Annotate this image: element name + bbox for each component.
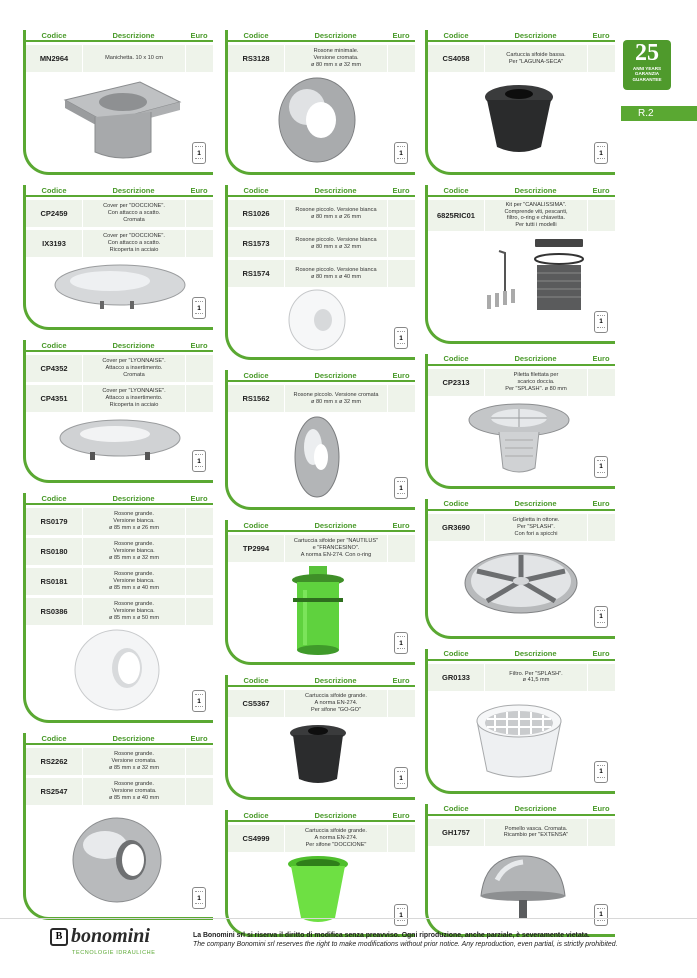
price-cell[interactable] — [387, 200, 415, 227]
product-image — [228, 562, 415, 662]
product-code: IX3193 — [42, 239, 66, 248]
quantity-box[interactable]: 1 — [192, 142, 206, 164]
product-image — [26, 625, 213, 720]
product-code: CS4999 — [242, 834, 270, 843]
product-code: TP2994 — [242, 544, 270, 553]
product-card-6825ric01 — [425, 185, 615, 344]
card-header: Codice Descrizione Euro — [228, 675, 415, 687]
price-cell[interactable] — [587, 819, 615, 846]
product-code: 6825RIC01 — [437, 210, 475, 220]
product-image — [26, 412, 213, 480]
quantity-box[interactable]: 1 — [594, 761, 608, 783]
product-card-cs4058 — [425, 30, 615, 175]
product-code: RS3128 — [242, 54, 270, 63]
product-description: Rosone minimale. Versione cromata. ø 80 mm x ø 32 mm — [284, 45, 387, 72]
table-row — [26, 200, 213, 227]
table-row — [428, 514, 615, 541]
product-image — [228, 287, 415, 357]
grid-disc-icon — [447, 541, 597, 631]
quantity-box[interactable]: 1 — [394, 632, 408, 654]
product-description: Rosone piccolo. Versione cromata ø 80 mm x ø 32 mm — [284, 385, 387, 412]
quantity-box[interactable]: 1 — [394, 904, 408, 926]
product-description: Rosone grande. Versione bianca. ø 85 mm x ø 32 mm — [82, 538, 185, 565]
product-code: RS0179 — [40, 517, 68, 526]
price-cell[interactable] — [387, 535, 415, 562]
product-description: Cover per "DOCCIONE". Con attacco a scatto. Cromata — [82, 200, 185, 227]
table-row — [428, 819, 615, 846]
column-3 — [425, 30, 615, 947]
footer-disclaimer — [193, 932, 673, 950]
product-description: Kit per "CANALISSIMA". Comprende viti, pescanti, filtro, o-ring e chiavetta. Per tutti i modelli — [484, 200, 587, 231]
quantity-box[interactable]: 1 — [394, 477, 408, 499]
product-image — [428, 846, 615, 934]
strainer-icon — [447, 396, 597, 482]
product-code: RS1562 — [242, 394, 270, 403]
product-code: CP2459 — [40, 209, 68, 218]
warranty-years: 25 — [635, 40, 659, 66]
product-code: CP4351 — [40, 394, 68, 403]
table-row — [26, 748, 213, 775]
product-description: Rosone grande. Versione cromata. ø 85 mm x ø 40 mm — [82, 778, 185, 805]
product-code: RS2262 — [40, 757, 68, 766]
price-cell[interactable] — [387, 825, 415, 852]
product-image — [26, 257, 213, 327]
table-row — [228, 535, 415, 562]
table-row — [26, 385, 213, 412]
disclaimer-english: The company Bonomini srl reserves the right to make modifications without prior notice. Any reproduction, even partial, is strictly prohibited. — [193, 940, 618, 948]
quantity-box[interactable]: 1 — [192, 297, 206, 319]
product-code: CS4058 — [442, 54, 470, 63]
product-code: CP4352 — [40, 364, 68, 373]
product-card-rs3128 — [225, 30, 415, 175]
square-flange-sleeve-icon — [45, 72, 195, 167]
disclaimer-italian: La Bonomini srl si riserva il diritto di modifica senza preavviso. Ogni riproduzione, anche parziale, è severamente vietata. — [193, 932, 590, 939]
table-row — [26, 598, 213, 625]
quantity-box[interactable]: 1 — [192, 450, 206, 472]
table-row — [26, 355, 213, 382]
black-cartridge-icon — [247, 717, 397, 793]
product-description: Piletta filettata per scarico doccia. Per "SPLASH". ø 80 mm — [484, 369, 587, 396]
product-description: Rosone grande. Versione bianca. ø 85 mm x ø 40 mm — [82, 568, 185, 595]
brand-logo — [50, 925, 166, 965]
product-code: RS1573 — [242, 239, 270, 248]
product-description: Rosone grande. Versione bianca. ø 85 mm x ø 26 mm — [82, 508, 185, 535]
chrome-ring-icon — [247, 72, 397, 167]
quantity-box[interactable]: 1 — [594, 142, 608, 164]
round-cover-icon — [45, 412, 195, 470]
card-header: Codice Descrizione Euro — [428, 354, 615, 366]
price-cell[interactable] — [387, 690, 415, 717]
price-cell[interactable] — [387, 260, 415, 287]
column-1 — [23, 30, 213, 930]
price-cell[interactable] — [185, 200, 213, 227]
table-row — [26, 230, 213, 257]
card-header: Codice Descrizione Euro — [26, 493, 213, 505]
price-cell[interactable] — [387, 45, 415, 72]
product-card-cs5367 — [225, 675, 415, 800]
quantity-box[interactable]: 1 — [192, 690, 206, 712]
price-cell[interactable] — [587, 45, 615, 72]
product-code: RS0386 — [40, 607, 68, 616]
column-2 — [225, 30, 415, 947]
product-code: RS2547 — [40, 787, 68, 796]
price-cell[interactable] — [185, 568, 213, 595]
round-cover-icon — [45, 257, 195, 317]
card-header: Codice Descrizione Euro — [428, 804, 615, 816]
quantity-box[interactable]: 1 — [394, 767, 408, 789]
card-header: Codice Descrizione Euro — [228, 185, 415, 197]
quantity-box[interactable]: 1 — [594, 606, 608, 628]
card-header: Codice Descrizione Euro — [26, 340, 213, 352]
card-header: Codice Descrizione Euro — [228, 30, 415, 42]
product-description: Rosone grande. Versione bianca. ø 85 mm x ø 50 mm — [82, 598, 185, 625]
quantity-box[interactable]: 1 — [394, 327, 408, 349]
price-cell[interactable] — [185, 778, 213, 805]
product-image — [228, 412, 415, 507]
table-row — [26, 508, 213, 535]
chrome-ring-tilted-icon — [247, 412, 397, 502]
price-cell[interactable] — [387, 385, 415, 412]
card-header: Codice Descrizione Euro — [228, 810, 415, 822]
price-cell[interactable] — [185, 355, 213, 382]
product-description: Filtro. Per "SPLASH". ø 41,5 mm — [484, 664, 587, 691]
table-row — [228, 260, 415, 287]
product-code: RS0181 — [40, 577, 68, 586]
price-cell[interactable] — [587, 514, 615, 541]
table-row — [228, 230, 415, 257]
product-card-cp2313 — [425, 354, 615, 489]
card-header: Codice Descrizione Euro — [26, 185, 213, 197]
price-cell[interactable] — [185, 748, 213, 775]
product-code: RS0180 — [40, 547, 68, 556]
quantity-box[interactable]: 1 — [394, 142, 408, 164]
product-description: Cartuccia sifoide per "NAUTILUS" e "FRANCESINO". A norma EN-274. Con o-ring — [284, 535, 387, 562]
white-ring-icon — [247, 287, 397, 353]
product-description: Cartuccia sifoide grande. A norma EN-274. Per sifone "GO-GO" — [284, 690, 387, 717]
quantity-box[interactable]: 1 — [594, 311, 608, 333]
footer-divider — [0, 918, 697, 919]
logo-mark-icon: B — [50, 928, 68, 946]
table-row — [428, 664, 615, 691]
product-card-rs0179 — [23, 493, 213, 723]
product-description: Rosone grande. Versione cromata. ø 85 mm x ø 32 mm — [82, 748, 185, 775]
card-header: Codice Descrizione Euro — [26, 30, 213, 42]
product-code: RS1574 — [242, 269, 270, 278]
quantity-box[interactable]: 1 — [594, 904, 608, 926]
card-header: Codice Descrizione Euro — [428, 30, 615, 42]
price-cell[interactable] — [185, 538, 213, 565]
table-row — [428, 369, 615, 396]
product-card-rs1562 — [225, 370, 415, 510]
price-cell[interactable] — [185, 230, 213, 257]
product-image — [428, 691, 615, 791]
product-card-rs2262 — [23, 733, 213, 920]
product-image — [228, 72, 415, 172]
product-card-gr3690 — [425, 499, 615, 639]
product-description: Cover per "DOCCIONE". Con attacco a scatto. Ricoperta in acciaio — [82, 230, 185, 257]
product-image — [26, 72, 213, 172]
filter-basket-icon — [447, 691, 597, 786]
product-image — [428, 541, 615, 636]
product-card-tp2994 — [225, 520, 415, 665]
card-header: Codice Descrizione Euro — [26, 733, 213, 745]
product-description: Rosone piccolo. Versione bianca ø 80 mm x ø 40 mm — [284, 260, 387, 287]
product-card-cp4352 — [23, 340, 213, 483]
table-row — [228, 45, 415, 72]
table-row — [26, 778, 213, 805]
product-card-gr0133 — [425, 649, 615, 794]
product-card-gh1757 — [425, 804, 615, 937]
chrome-rosette-icon — [45, 805, 195, 910]
warranty-text: ANNI YEARS GARANZIA GUARANTEE — [632, 66, 662, 82]
brand-subtitle: TECNOLOGIE IDRAULICHE — [72, 950, 156, 956]
product-code: CP2313 — [442, 377, 470, 387]
price-cell[interactable] — [185, 385, 213, 412]
product-image — [228, 717, 415, 797]
product-card-mn2964 — [23, 30, 213, 175]
product-image — [428, 231, 615, 341]
product-description: Cartuccia sifoide grande. A norma EN-274. Per sifone "DOCCIONE" — [284, 825, 387, 852]
price-cell[interactable] — [587, 664, 615, 691]
card-header: Codice Descrizione Euro — [228, 370, 415, 382]
product-image — [26, 805, 213, 917]
table-row — [228, 385, 415, 412]
quantity-box[interactable]: 1 — [192, 887, 206, 909]
section-tab: R.2 — [621, 106, 697, 121]
table-row — [428, 45, 615, 72]
price-cell[interactable] — [185, 45, 213, 72]
product-code: GR3690 — [442, 522, 470, 532]
brand-name: bonomini — [71, 925, 150, 947]
card-header: Codice Descrizione Euro — [428, 185, 615, 197]
card-header: Codice Descrizione Euro — [228, 520, 415, 532]
price-cell[interactable] — [185, 508, 213, 535]
table-row — [228, 825, 415, 852]
black-cartridge-low-icon — [447, 72, 597, 167]
warranty-badge — [623, 40, 671, 90]
table-row — [26, 45, 213, 72]
card-header: Codice Descrizione Euro — [428, 649, 615, 661]
product-card-cp2459 — [23, 185, 213, 330]
kit-icon — [447, 231, 597, 336]
white-rosette-icon — [45, 625, 195, 715]
product-code: CS5367 — [242, 699, 270, 708]
product-description: Pomello vasca. Cromata. Ricambio per "EXTENSA" — [484, 819, 587, 846]
product-description: Manichetta. 10 x 10 cm — [82, 45, 185, 72]
product-image — [428, 396, 615, 486]
card-header: Codice Descrizione Euro — [428, 499, 615, 511]
product-description: Griglietta in ottone. Per "SPLASH". Con fori a spicchi — [484, 514, 587, 541]
table-row — [228, 690, 415, 717]
product-code: MN2964 — [39, 54, 69, 63]
product-card-rs1026 — [225, 185, 415, 360]
product-code: GR0133 — [442, 672, 470, 682]
product-description: Cover per "LYONNAISE". Attacco a insertimento. Ricoperta in acciaio — [82, 385, 185, 412]
product-code: RS1026 — [242, 209, 270, 218]
product-description: Rosone piccolo. Versione bianca ø 80 mm x ø 32 mm — [284, 230, 387, 257]
price-cell[interactable] — [185, 598, 213, 625]
product-description: Rosone piccolo. Versione bianca ø 80 mm x ø 26 mm — [284, 200, 387, 227]
quantity-box[interactable]: 1 — [594, 456, 608, 478]
price-cell[interactable] — [387, 230, 415, 257]
table-row — [26, 568, 213, 595]
product-code: GH1757 — [442, 827, 470, 837]
price-cell[interactable] — [587, 200, 615, 231]
green-cartridge-icon — [247, 562, 397, 658]
table-row — [228, 200, 415, 227]
table-row — [428, 200, 615, 231]
product-image — [428, 72, 615, 172]
product-description: Cover per "LYONNAISE". Attacco a insertimento. Cromata — [82, 355, 185, 382]
price-cell[interactable] — [587, 369, 615, 396]
product-description: Cartuccia sifoide bassa. Per "LAGUNA-SECA" — [484, 45, 587, 72]
table-row — [26, 538, 213, 565]
product-image — [228, 852, 415, 934]
